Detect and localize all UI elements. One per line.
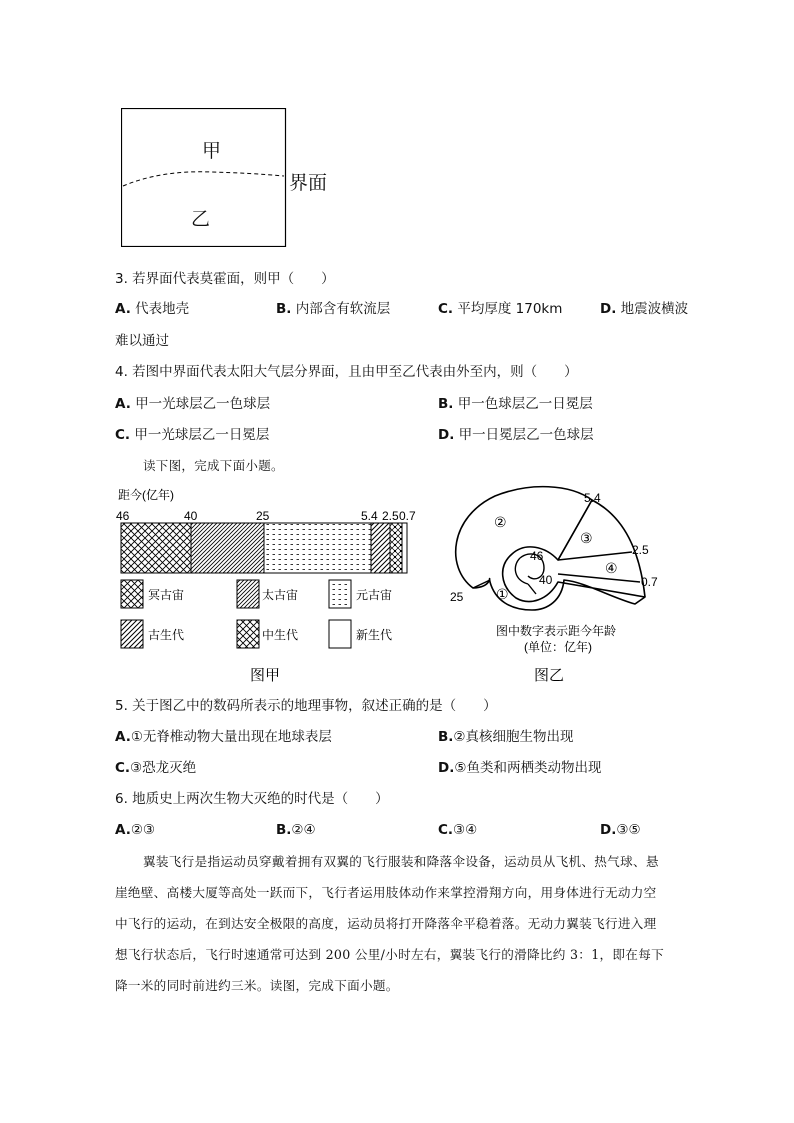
instruction-read-figure: 读下图，完成下面小题。 bbox=[143, 458, 284, 473]
tick-0-7: 0.7 bbox=[399, 509, 416, 523]
region-3: ③ bbox=[580, 530, 593, 546]
tick-40: 40 bbox=[184, 509, 198, 523]
question-3-stem: 3. 若界面代表莫霍面，则甲（ ） bbox=[115, 271, 335, 287]
q6-option-d: D.③⑤ bbox=[600, 822, 641, 838]
legend-label-cenozoic: 新生代 bbox=[356, 628, 393, 642]
label-25: 25 bbox=[450, 590, 464, 604]
q4-option-d: D. 甲一日冕层乙一色球层 bbox=[438, 427, 594, 443]
passage-line-4: 想飞行状态后，飞行时速通常可达到 200 公里/小时左右，翼装飞行的滑降比约 3：1，即在每下 bbox=[115, 947, 664, 962]
legend-label-proterozoic: 元古宙 bbox=[356, 588, 393, 602]
legend-label-hadean: 冥古宙 bbox=[148, 588, 185, 602]
q4-option-b: B. 甲一色球层乙一日冕层 bbox=[438, 396, 593, 412]
legend-swatch-archean bbox=[237, 580, 259, 608]
label-46: 46 bbox=[530, 549, 544, 563]
region-4: ④ bbox=[605, 560, 618, 576]
spiral-outline bbox=[456, 487, 645, 610]
legend-label-archean: 太古宙 bbox=[262, 588, 299, 602]
tick-2-5: 2.5 bbox=[382, 509, 399, 523]
legend-swatch-mesozoic bbox=[237, 620, 259, 648]
q6-option-b: B.②④ bbox=[276, 822, 316, 838]
q6-option-c: C.③④ bbox=[438, 822, 478, 838]
passage-line-5: 降一米的同时前进约三米。读图，完成下面小题。 bbox=[115, 978, 399, 993]
q5-option-c: C.③恐龙灭绝 bbox=[115, 760, 197, 776]
q6-option-a: A.②③ bbox=[115, 822, 156, 838]
geologic-spiral-figure bbox=[440, 482, 665, 692]
geologic-timeline-figure bbox=[110, 482, 420, 692]
tick-25: 25 bbox=[256, 509, 270, 523]
q3-option-d-continuation: 难以通过 bbox=[115, 333, 169, 349]
label-0-7: 0.7 bbox=[641, 575, 658, 589]
q5-option-b: B.②真核细胞生物出现 bbox=[438, 729, 574, 745]
label-2-5: 2.5 bbox=[632, 543, 649, 557]
region-2: ② bbox=[494, 514, 507, 530]
note-line-1: 图中数字表示距今年龄 bbox=[496, 624, 617, 638]
question-6-stem: 6. 地质史上两次生物大灭绝的时代是（ ） bbox=[115, 791, 389, 807]
region-1: ① bbox=[496, 586, 509, 602]
legend-swatch-proterozoic bbox=[329, 580, 351, 608]
question-4-stem: 4. 若图中界面代表太阳大气层分界面，且由甲至乙代表由外至内，则（ ） bbox=[115, 364, 578, 380]
tick-5-4: 5.4 bbox=[361, 509, 378, 523]
bar-hadean bbox=[121, 523, 191, 573]
label-40: 40 bbox=[539, 573, 553, 587]
q4-option-a: A. 甲一光球层乙一色球层 bbox=[115, 396, 271, 412]
bar-archean bbox=[191, 523, 264, 573]
q5-option-d: D.⑤鱼类和两栖类动物出现 bbox=[438, 760, 602, 776]
legend-label-mesozoic: 中生代 bbox=[262, 628, 299, 642]
region-yi-label: 乙 bbox=[191, 208, 211, 230]
q3-option-d: D. 地震波横波 bbox=[600, 301, 689, 317]
passage-line-1: 翼装飞行是指运动员穿戴着拥有双翼的飞行服装和降落伞设备，运动员从飞机、热气球、悬 bbox=[143, 854, 659, 869]
spiral-core bbox=[515, 558, 528, 584]
legend-swatch-cenozoic bbox=[329, 620, 351, 648]
divider-2-5 bbox=[558, 552, 632, 560]
region-jia-label: 甲 bbox=[202, 140, 222, 162]
q4-option-c: C. 甲一光球层乙一日冕层 bbox=[115, 427, 270, 443]
label-5-4: 5.4 bbox=[584, 491, 601, 505]
legend-swatch-paleozoic bbox=[121, 620, 143, 648]
legend-label-paleozoic: 古生代 bbox=[148, 628, 185, 642]
axis-title: 距今(亿年) bbox=[118, 488, 174, 502]
q3-option-a: A. 代表地壳 bbox=[115, 301, 190, 317]
passage-line-3: 中飞行的运动，在到达安全极限的高度，运动员将打开降落伞平稳着落。无动力翼装飞行进入理 bbox=[115, 916, 657, 931]
legend-swatch-hadean bbox=[121, 580, 143, 608]
boundary-figure bbox=[121, 108, 287, 247]
q3-option-b: B. 内部含有软流层 bbox=[276, 301, 391, 317]
note-line-2: (单位：亿年) bbox=[524, 640, 592, 654]
bar-mesozoic bbox=[390, 523, 402, 573]
bar-proterozoic bbox=[264, 523, 371, 573]
bar-cenozoic bbox=[402, 523, 407, 573]
divider-40 bbox=[528, 584, 536, 594]
q5-option-a: A.①无脊椎动物大量出现在地球表层 bbox=[115, 729, 332, 745]
question-5-stem: 5. 关于图乙中的数码所表示的地理事物，叙述正确的是（ ） bbox=[115, 698, 497, 714]
tick-46: 46 bbox=[116, 509, 130, 523]
figure-jia-caption: 图甲 bbox=[250, 667, 281, 684]
passage-line-2: 崖绝壁、高楼大厦等高处一跃而下，飞行者运用肢体动作来掌控滑翔方向，用身体进行无动力空 bbox=[115, 885, 657, 900]
figure-yi-caption: 图乙 bbox=[534, 667, 565, 684]
boundary-label: 界面 bbox=[289, 172, 328, 194]
q3-option-c: C. 平均厚度 170km bbox=[438, 301, 563, 317]
bar-paleozoic bbox=[371, 523, 390, 573]
